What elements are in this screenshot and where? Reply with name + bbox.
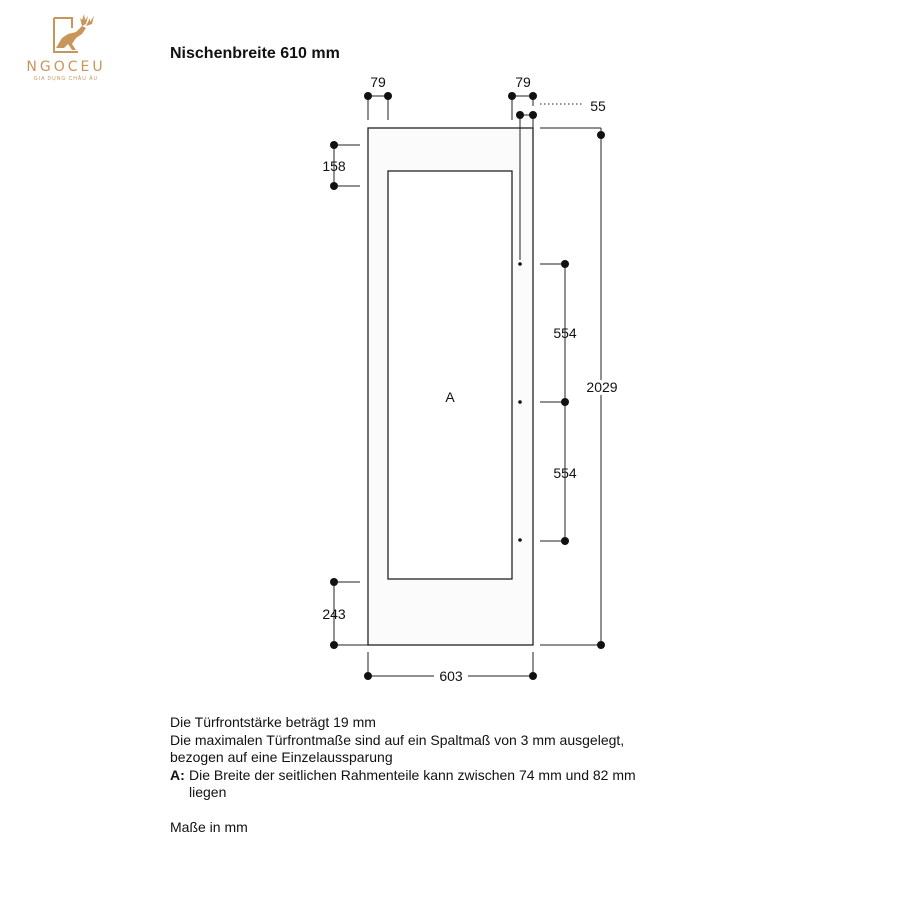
label-total-height: 2029 [586, 379, 618, 395]
brand-name: NGOCEU [26, 59, 106, 75]
dim-dot [364, 672, 372, 680]
note-a-label: A: [170, 766, 185, 783]
dim-dot [529, 111, 537, 119]
note-a-text: Die Breite der seitlichen Rahmenteile kann zwischen 74 mm und 82 mm [189, 766, 636, 783]
label-hinge-spacing-upper: 554 [553, 325, 577, 341]
dim-dot [330, 578, 338, 586]
note-single-recess: bezogen auf eine Einzelaussparung [170, 749, 393, 765]
dim-dot [330, 141, 338, 149]
dim-dot [364, 92, 372, 100]
label-hinge-offset: 55 [590, 98, 606, 114]
dim-dot [561, 398, 569, 406]
dim-dot [529, 92, 537, 100]
hinge-marker-top [518, 262, 522, 266]
dim-dot [561, 537, 569, 545]
hinge-marker-bottom [518, 538, 522, 542]
label-top-rail-height: 158 [322, 158, 346, 174]
label-total-width: 603 [439, 668, 463, 684]
note-door-thickness: Die Türfrontstärke beträgt 19 mm [170, 714, 376, 730]
label-panel-a: A [445, 389, 455, 405]
note-a-continuation: liegen [189, 784, 227, 800]
brand-tagline: GIA DỤNG CHÂU ÂU [33, 76, 99, 82]
dim-dot [597, 131, 605, 139]
label-hinge-spacing-lower: 554 [553, 465, 577, 481]
dim-dot [508, 92, 516, 100]
page-title: Nischenbreite 610 mm [170, 45, 340, 62]
door-inner-panel [388, 171, 512, 579]
dim-dot [529, 672, 537, 680]
dim-dot [516, 111, 524, 119]
notes-section [170, 714, 636, 836]
label-right-stile-width: 79 [515, 74, 531, 90]
dim-dot [597, 641, 605, 649]
dim-dot [330, 182, 338, 190]
note-units: Maße in mm [170, 818, 248, 835]
note-max-dimensions: Die maximalen Türfrontmaße sind auf ein Spaltmaß von 3 mm ausgelegt, [170, 731, 625, 748]
hinge-marker-middle [518, 400, 522, 404]
dim-dot [561, 260, 569, 268]
note-a [170, 767, 636, 785]
label-left-stile-width: 79 [370, 74, 386, 90]
label-bottom-rail-height: 243 [322, 606, 346, 622]
dim-dot [384, 92, 392, 100]
dim-dot [330, 641, 338, 649]
